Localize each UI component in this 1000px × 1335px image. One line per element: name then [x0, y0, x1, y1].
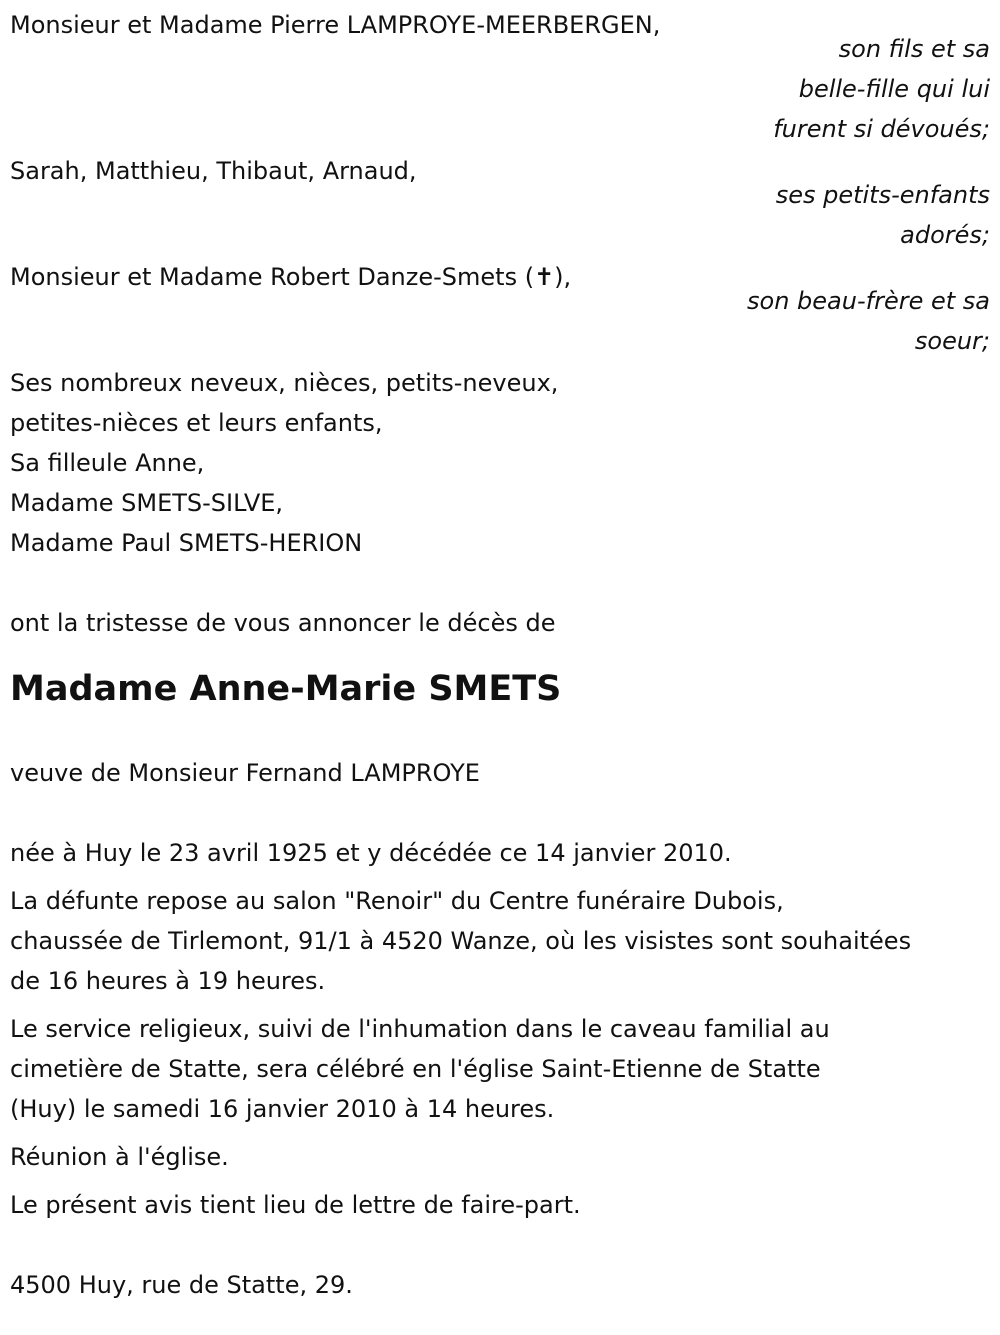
relation-line: ses petits-enfants: [775, 181, 990, 209]
birth-death-text: née à Huy le 23 avril 1925 et y décédée ce 14 janvier 2010.: [10, 839, 732, 867]
family-entry-son: [10, 5, 990, 149]
rest-line: La défunte repose au salon "Renoir" du Centre funéraire Dubois,: [10, 887, 784, 915]
meeting-text: Réunion à l'église.: [10, 1143, 229, 1171]
rest-line: chaussée de Tirlemont, 91/1 à 4520 Wanze, où les visistes sont souhaitées: [10, 927, 912, 955]
other-relative-line: petites-nièces et leurs enfants,: [10, 409, 383, 437]
relation-line: belle-fille qui lui: [798, 75, 990, 103]
family-entry-grandchildren: [10, 151, 990, 255]
widow-of-text: veuve de Monsieur Fernand LAMPROYE: [10, 759, 480, 787]
relation-line: soeur;: [914, 327, 990, 355]
other-relative-line: Ses nombreux neveux, nièces, petits-neveux,: [10, 369, 559, 397]
other-relative-line: Madame Paul SMETS-HERION: [10, 529, 363, 557]
other-relative-line: Sa filleule Anne,: [10, 449, 205, 477]
deceased-name: Madame Anne-Marie SMETS: [10, 669, 562, 709]
announcement-text: ont la tristesse de vous annoncer le décès de: [10, 609, 556, 637]
relation-grandchildren: [720, 175, 990, 255]
relation-line: furent si dévoués;: [773, 115, 990, 143]
service-paragraph: [10, 1009, 990, 1129]
notice-text: Le présent avis tient lieu de lettre de faire-part.: [10, 1191, 581, 1219]
address-text: 4500 Huy, rue de Statte, 29.: [10, 1271, 353, 1299]
relation-line: son fils et sa: [838, 35, 990, 63]
other-relatives: [10, 363, 990, 563]
obituary-notice: [10, 5, 990, 1305]
relation-line: adorés;: [900, 221, 990, 249]
family-name-son: Monsieur et Madame Pierre LAMPROYE-MEERBERGEN,: [10, 11, 661, 39]
rest-paragraph: [10, 881, 990, 1001]
relation-sister: [720, 281, 990, 361]
service-line: (Huy) le samedi 16 janvier 2010 à 14 heures.: [10, 1095, 555, 1123]
family-entry-sister: [10, 257, 990, 361]
rest-line: de 16 heures à 19 heures.: [10, 967, 326, 995]
relation-line: son beau-frère et sa: [747, 287, 990, 315]
service-line: cimetière de Statte, sera célébré en l'église Saint-Etienne de Statte: [10, 1055, 821, 1083]
family-name-grandchildren: Sarah, Matthieu, Thibaut, Arnaud,: [10, 157, 417, 185]
family-name-sister: Monsieur et Madame Robert Danze-Smets (✝),: [10, 263, 572, 291]
service-line: Le service religieux, suivi de l'inhumation dans le caveau familial au: [10, 1015, 830, 1043]
relation-son: [720, 29, 990, 149]
other-relative-line: Madame SMETS-SILVE,: [10, 489, 284, 517]
